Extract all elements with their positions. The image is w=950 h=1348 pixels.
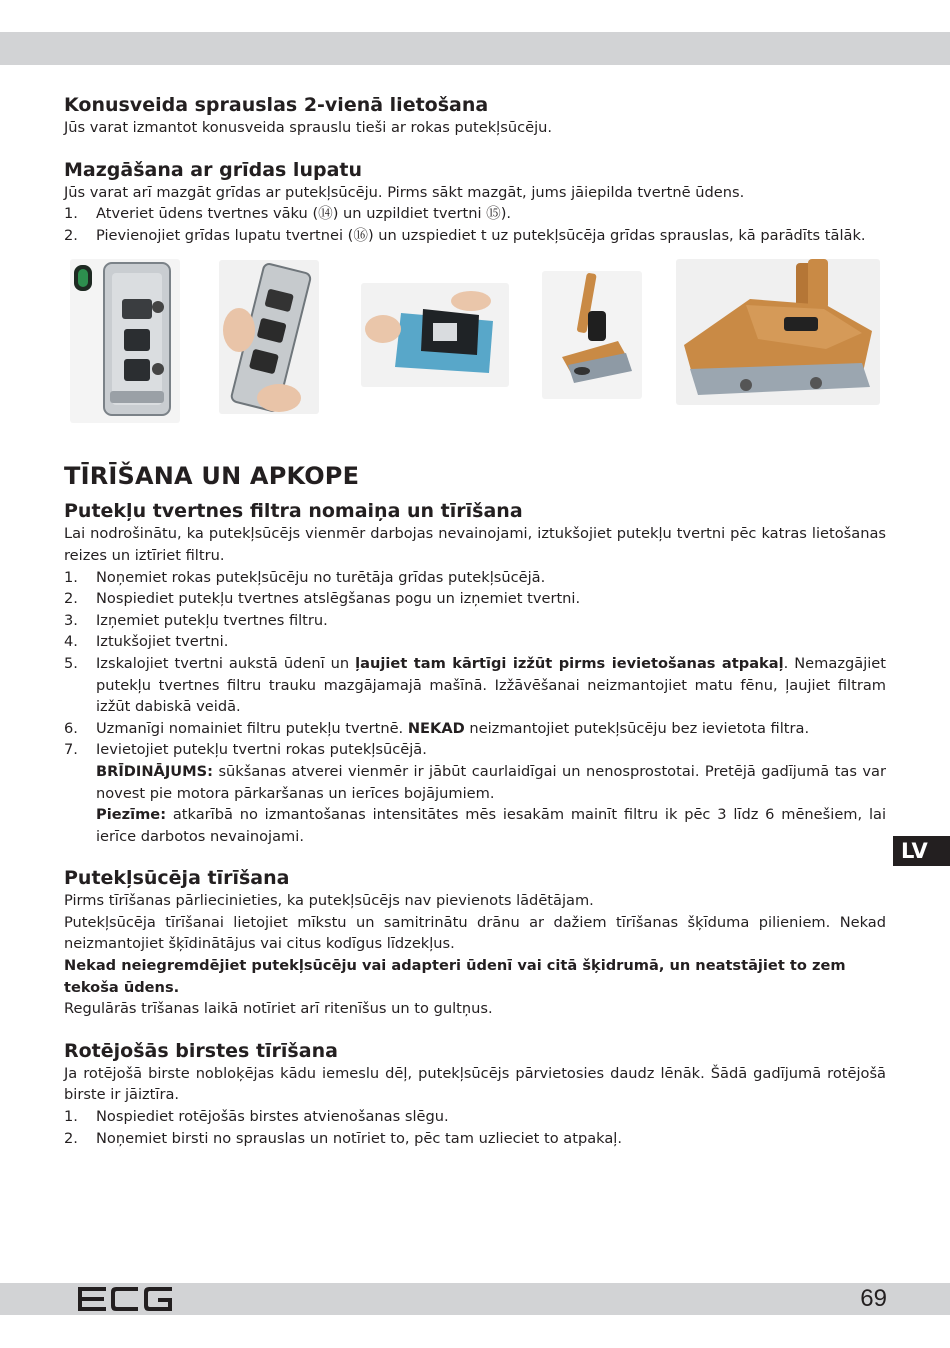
section-title-filter: Putekļu tvertnes filtra nomaiņa un tīrīšana (64, 500, 523, 523)
section-title-mopping: Mazgāšana ar grīdas lupatu (64, 158, 363, 181)
filter-intro: Lai nodrošinātu, ka putekļsūcējs vienmēr darbojas nevainojami, iztukšojiet putekļu tvertni pēc katras lietošanas reizes un iztīriet filtru. (64, 525, 886, 564)
list-item: 1. Atveriet ūdens tvertnes vāku (⑭) un uzpildiet tvertni ⑮). (64, 205, 512, 223)
ecg-logo (78, 1287, 172, 1311)
vacuum-cleaning-p1: Pirms tīrīšanas pārliecinieties, ka putekļsūcējs nav pievienots lādētājam. (64, 892, 594, 910)
brush-steps (64, 1106, 886, 1149)
section-title-cone-nozzle: Konusveida sprauslas 2-vienā lietošana (64, 94, 489, 116)
list-item: 6. Uzmanīgi nomainiet filtru putekļu tvertnē. NEKAD neizmantojiet putekļsūcēju bez ievietota filtra. (64, 719, 810, 737)
page-number: 69 (860, 1285, 887, 1312)
filter-note: Piezīme: atkarībā no izmantošanas intensitātes mēs iesakām mainīt filtru ik pēc 3 līdz 6 mēnešiem, lai ierīce darbotos nevainojami. (96, 806, 886, 845)
water-tank-photo (70, 259, 180, 423)
list-item: 2. Pievienojiet grīdas lupatu tvertnei (⑯) un uzspiediet t uz putekļsūcēja grīdas sprauslas, kā parādīts tālāk. (64, 226, 866, 244)
vacuum-with-mop-photo (542, 271, 642, 399)
vacuum-cleaning-p4: Regulārās trīšanas laikā notīriet arī ritenīšus un to gultņus. (64, 1000, 493, 1018)
list-item: 2. Nospiediet putekļu tvertnes atslēgšanas pogu un izņemiet tvertni. (64, 590, 581, 608)
warning-note: BRĪDINĀJUMS: sūkšanas atverei vienmēr ir jābūt caurlaidīgai un nenosprostotai. Pretējā gadījumā tas var novest pie motora pārkaršanas un ierīces bojājumiem. (96, 762, 886, 802)
list-item: 2. Noņemiet birsti no sprauslas un notīriet to, pēc tam uzlieciet to atpakaļ. (64, 1129, 622, 1147)
tank-in-hands-photo (219, 260, 319, 414)
brush-intro: Ja rotējošā birste nobloķējas kādu iemeslu dēļ, putekļsūcējs pārvietosies daudz lēnāk. Šādā gadījumā rotējošā birste ir jāiztīra. (64, 1064, 886, 1104)
filter-steps (64, 567, 886, 761)
language-tab: LV (893, 836, 950, 866)
vacuum-cleaning-p2: Putekļsūcēja tīrīšanai lietojiet mīkstu un samitrinātu drānu ar dažiem tīrīšanas šķīduma pilieniem. Nekad neizmantojiet šķīdinātājus vai citus kodīgus līdzekļus. (64, 913, 886, 953)
header-bar (0, 32, 950, 65)
list-item: 1. Nospiediet rotējošās birstes atvienošanas slēgu. (64, 1108, 449, 1126)
list-item: 1. Noņemiet rokas putekļsūcēju no turētāja grīdas putekļsūcējā. (64, 568, 546, 586)
chapter-title: TĪRĪŠANA UN APKOPE (64, 462, 360, 491)
section-title-brush: Rotējošās birstes tīrīšana (64, 1039, 338, 1062)
floor-head-photo (676, 259, 880, 405)
mopping-intro: Jūs varat arī mazgāt grīdas ar putekļsūcēju. Pirms sākt mazgāt, jums jāiepilda tvertnē ūdens. (64, 183, 745, 201)
list-item: 7. Ievietojiet putekļu tvertni rokas putekļsūcējā. (64, 741, 427, 759)
section-title-vacuum-cleaning: Putekļsūcēja tīrīšana (64, 867, 290, 890)
list-item: 5. Izskalojiet tvertni aukstā ūdenī un ļaujiet tam kārtīgi izžūt pirms ievietošanas atpakaļ. Nemazgājiet putekļu tvertnes filtru trauku mazgājamajā mašīnā. Izžāvēšanai neizmantojiet matu fēnu, ļaujiet filtram izžūt dabiskā veidā. (64, 654, 886, 716)
manual-content (64, 93, 886, 1149)
list-item: 4. Iztukšojiet tvertni. (64, 633, 229, 651)
mopping-photos (64, 259, 886, 423)
cone-nozzle-text: Jūs varat izmantot konusveida sprauslu tieši ar rokas putekļsūcēju. (64, 119, 553, 136)
vacuum-cleaning-warning: Nekad neiegremdējiet putekļsūcēju vai adapteri ūdenī vai citā šķidrumā, un neatstājiet to zem tekoša ūdens. (64, 957, 846, 996)
list-item: 3. Izņemiet putekļu tvertnes filtru. (64, 611, 328, 629)
mop-cloth-photo (361, 283, 509, 387)
mopping-steps (64, 203, 886, 246)
